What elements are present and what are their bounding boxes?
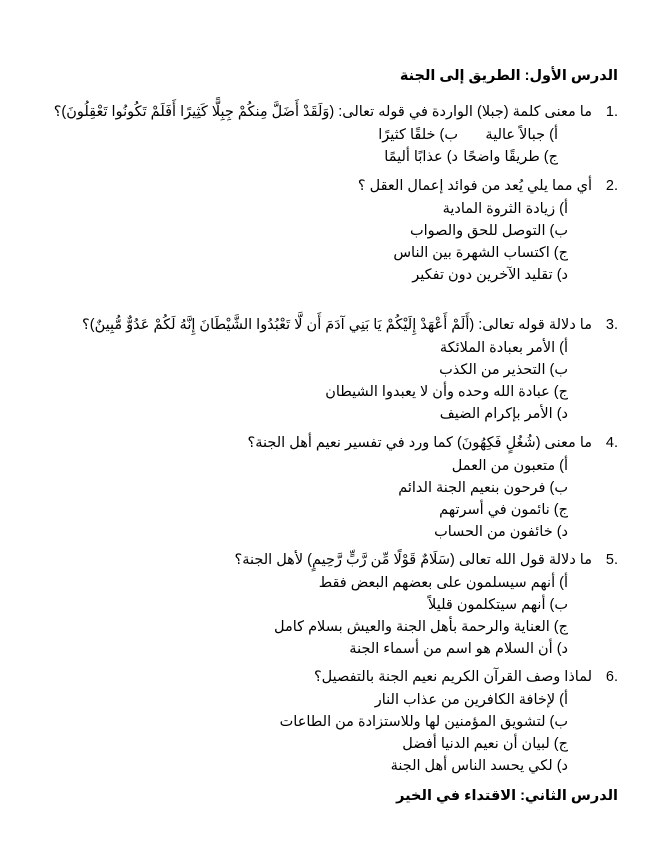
question-6 [18, 669, 618, 777]
question-number: .4 [605, 435, 618, 451]
lesson-2-title: الدرس الثاني: الاقتداء في الخير [396, 788, 618, 804]
lesson-1-title: الدرس الأول: الطريق إلى الجنة [399, 68, 618, 84]
option-c: ج) اكتساب الشهرة بين الناس [393, 245, 568, 261]
option-b: ب) التحذير من الكذب [439, 362, 568, 378]
option-d: د) خائفون من الحساب [434, 524, 568, 540]
option-a: أ) متعبون من العمل [451, 458, 568, 474]
option-d: د) تقليد الآخرين دون تفكير [412, 267, 568, 283]
option-a: أ) جبالاً عالية [485, 127, 558, 143]
option-d: د) أن السلام هو اسم من أسماء الجنة [349, 641, 568, 657]
option-b: ب) أنهم سيتكلمون قليلاً [428, 597, 568, 613]
question-number: .3 [605, 317, 618, 333]
option-a: أ) لإخافة الكافرين من عذاب النار [374, 692, 568, 708]
question-number: .5 [605, 552, 618, 568]
option-d: د) لكي يحسد الناس أهل الجنة [390, 758, 568, 774]
option-b: ب) فرحون بنعيم الجنة الدائم [398, 480, 568, 496]
option-c: ج) عبادة الله وحده وأن لا يعبدوا الشيطان [325, 384, 568, 400]
option-b: ب) لتشويق المؤمنين لها وللاستزادة من الطاعات [279, 714, 568, 730]
question-number: .2 [605, 178, 618, 194]
question-1 [18, 104, 618, 168]
question-text: لماذا وصف القرآن الكريم نعيم الجنة بالتفصيل؟ [313, 669, 592, 685]
question-number: .1 [605, 104, 618, 120]
option-b: ب) التوصل للحق والصواب [409, 223, 568, 239]
question-text: ما معنى كلمة (جبلا) الواردة في قوله تعالى: (وَلَقَدْ أَضَلَّ مِنكُمْ جِبِلًّا كَثِيرًا أَفَلَمْ تَكُونُوا تَعْقِلُونَ)؟ [53, 104, 592, 120]
question-text: ما دلالة قوله تعالى: (أَلَمْ أَعْهَدْ إِلَيْكُمْ يَا بَنِي آدَمَ أَن لَّا تَعْبُدُوا الشَّيْطَانَ إِنَّهُ لَكُمْ عَدُوٌّ مُّبِينٌ)؟ [82, 317, 592, 333]
option-c: ج) نائمون في أسرتهم [439, 502, 568, 518]
option-d: د) عذابًا أليمًا [384, 149, 458, 165]
question-4 [18, 435, 618, 543]
question-3 [18, 317, 618, 425]
question-5 [18, 552, 618, 660]
option-c: ج) العناية والرحمة بأهل الجنة والعيش بسلام كامل [273, 619, 568, 635]
question-text: أي مما يلي يُعد من فوائد إعمال العقل ؟ [357, 178, 592, 194]
option-c: ج) طريقًا واضحًا [463, 149, 558, 165]
option-a: أ) زيادة الثروة المادية [442, 201, 568, 217]
option-b: ب) خلقًا كثيرًا [378, 127, 458, 143]
option-c: ج) لبيان أن نعيم الدنيا أفضل [402, 736, 568, 752]
question-text: ما معنى (شُغُلٍ فَكِهُونَ) كما ورد في تفسير نعيم أهل الجنة؟ [247, 435, 592, 451]
question-2 [18, 178, 618, 286]
option-a: أ) الأمر بعبادة الملائكة [439, 340, 568, 356]
option-d: د) الأمر بإكرام الضيف [439, 406, 568, 422]
question-text: ما دلالة قول الله تعالى (سَلَامٌ قَوْلًا مِّن رَّبٍّ رَّحِيمٍ) لأهل الجنة؟ [234, 552, 592, 568]
question-number: .6 [605, 669, 618, 685]
option-a: أ) أنهم سيسلمون على بعضهم البعض فقط [318, 575, 568, 591]
